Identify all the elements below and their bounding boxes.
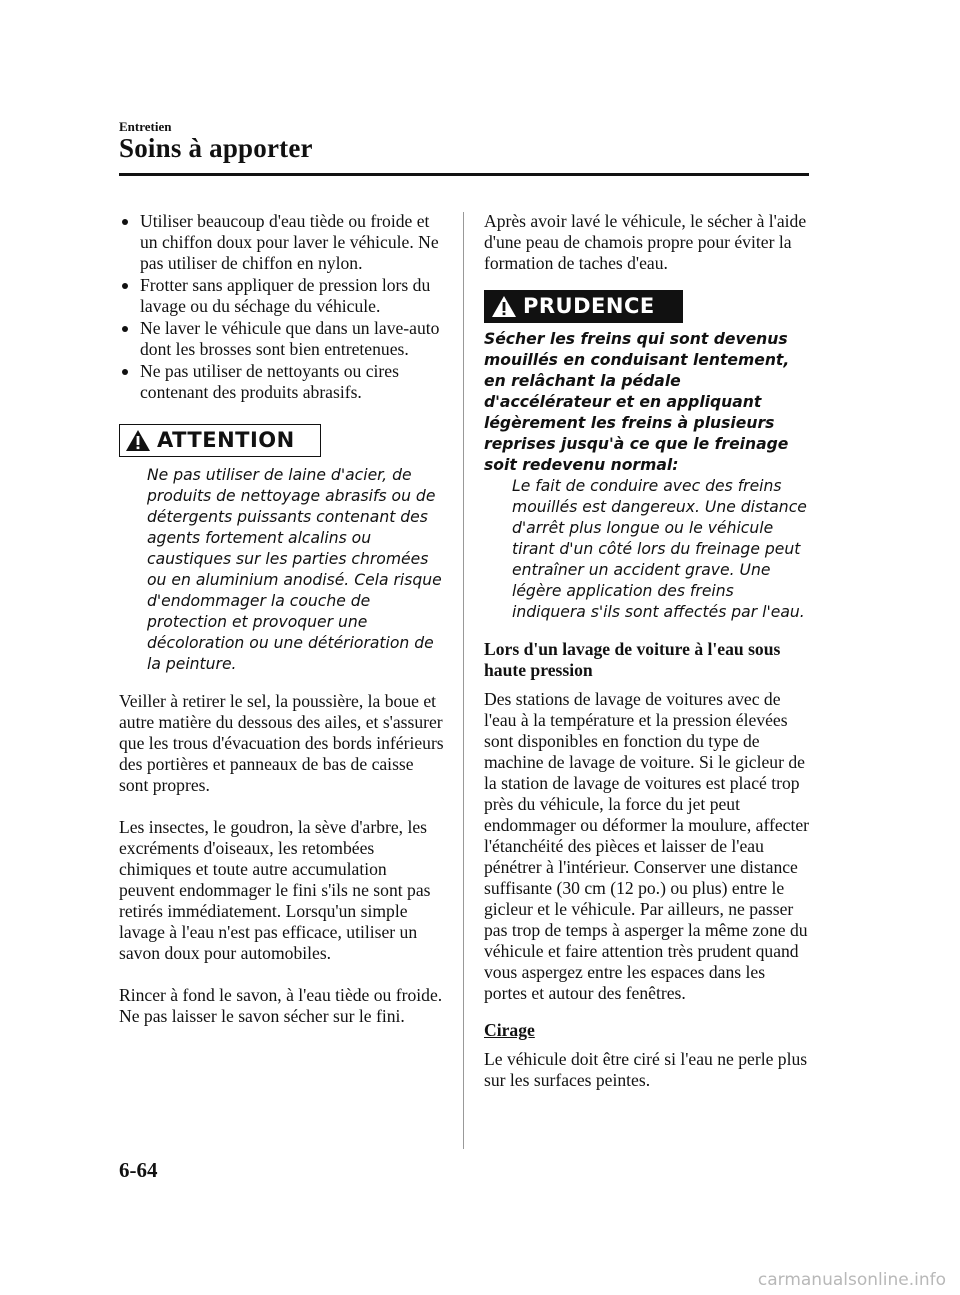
prudence-heading: Sécher les freins qui sont devenus mouillés en conduisant lentement, en relâchant la pédale d'accélérateur et en appliquant légèrement les freins à plusieurs reprises jusqu'à ce que le freinage soit redevenu normal: bbox=[484, 330, 790, 474]
attention-text: Ne pas utiliser de laine d'acier, de produits de nettoyage abrasifs ou de détergents puissants contenant des agents fortement alcalins ou caustiques sur les parties chromées ou en aluminium anodisé. Cela risque d'endommager la couche de protection et provoquer une décoloration ou une détérioration de la peinture. bbox=[147, 466, 442, 673]
warning-triangle-icon bbox=[491, 295, 517, 318]
paragraph-drying: Après avoir lavé le véhicule, le sécher à l'aide d'une peau de chamois propre pour éviter la formation de taches d'eau. bbox=[484, 211, 807, 273]
paragraph-rinse: Rincer à fond le savon, à l'eau tiède ou froide. Ne pas laisser le savon sécher sur le fini. bbox=[119, 985, 443, 1026]
bullet-icon bbox=[122, 219, 128, 225]
bullet-icon bbox=[122, 326, 128, 332]
pressure-wash-text: Des stations de lavage de voitures avec de l'eau à la température et la pression élevées sont disponibles en fonction du type de machine de lavage de voiture. Si le gicleur de la station de lavage de voitures est placé trop près du véhicule, la force du jet peut endommager ou déformer la moulure, affecter l'étanchéité des pièces et laisser de l'eau pénétrer à l'intérieur. Conserver une distance suffisante (30 cm (12 po.) ou plus) entre le gicleur et le véhicule. Par ailleurs, ne passer pas trop de temps à asperger la même zone du véhicule et faire attention très prudent quand vous aspergez entre les espaces dans les portes et autour des fenêtres. bbox=[484, 689, 810, 1003]
list-item: Ne pas utiliser de nettoyants ou cires contenant des produits abrasifs. bbox=[119, 361, 444, 403]
list-item: Ne laver le véhicule que dans un lave-auto dont les brosses sont bien entretenues. bbox=[119, 318, 444, 360]
prudence-label: PRUDENCE bbox=[523, 294, 655, 318]
prudence-text: Le fait de conduire avec des freins mouillés est dangereux. Une distance d'arrêt plus longue ou le véhicule tirant d'un côté lors du freinage peut entraîner un accident grave. Une légère application des freins indiquera s'ils sont affectés par l'eau. bbox=[512, 477, 807, 621]
waxing-text: Le véhicule doit être ciré si l'eau ne perle plus sur les surfaces peintes. bbox=[484, 1049, 808, 1090]
page-number: 6-64 bbox=[119, 1158, 158, 1182]
list-item: Frotter sans appliquer de pression lors du lavage ou du séchage du véhicule. bbox=[119, 275, 444, 317]
bullet-icon bbox=[122, 283, 128, 289]
bullet-icon bbox=[122, 369, 128, 375]
list-item: Utiliser beaucoup d'eau tiède ou froide et un chiffon doux pour laver le véhicule. Ne pas utiliser de chiffon en nylon. bbox=[119, 211, 444, 274]
pressure-wash-heading: Lors d'un lavage de voiture à l'eau sous haute pression bbox=[484, 639, 781, 680]
waxing-heading: Cirage bbox=[484, 1020, 535, 1040]
warning-triangle-icon bbox=[125, 429, 151, 452]
page-title: Soins à apporter bbox=[119, 133, 313, 163]
attention-label: ATTENTION bbox=[157, 428, 295, 452]
paragraph-insects: Les insectes, le goudron, la sève d'arbre, les excréments d'oiseaux, les retombées chimiques et toute autre accumulation peuvent endommager le fini s'ils ne sont pas retirés immédiatement. Lorsqu'un simple lavage à l'eau n'est pas efficace, utiliser un savon doux pour automobiles. bbox=[119, 817, 431, 963]
paragraph-cleaning: Veiller à retirer le sel, la poussière, la boue et autre matière du dessous des ailes, et s'assurer que les trous d'évacuation des bords inférieurs des portières et panneaux de bas de caisse sont propres. bbox=[119, 691, 444, 795]
watermark: carmanualsonline.info bbox=[757, 1270, 946, 1290]
attention-banner bbox=[119, 424, 321, 457]
right-column bbox=[484, 211, 812, 1091]
column-divider bbox=[463, 212, 464, 1149]
bullet-list bbox=[119, 211, 444, 403]
title-rule bbox=[119, 173, 809, 176]
prudence-banner bbox=[484, 290, 683, 323]
left-column bbox=[119, 211, 444, 1027]
section-label: Entretien bbox=[119, 119, 172, 134]
